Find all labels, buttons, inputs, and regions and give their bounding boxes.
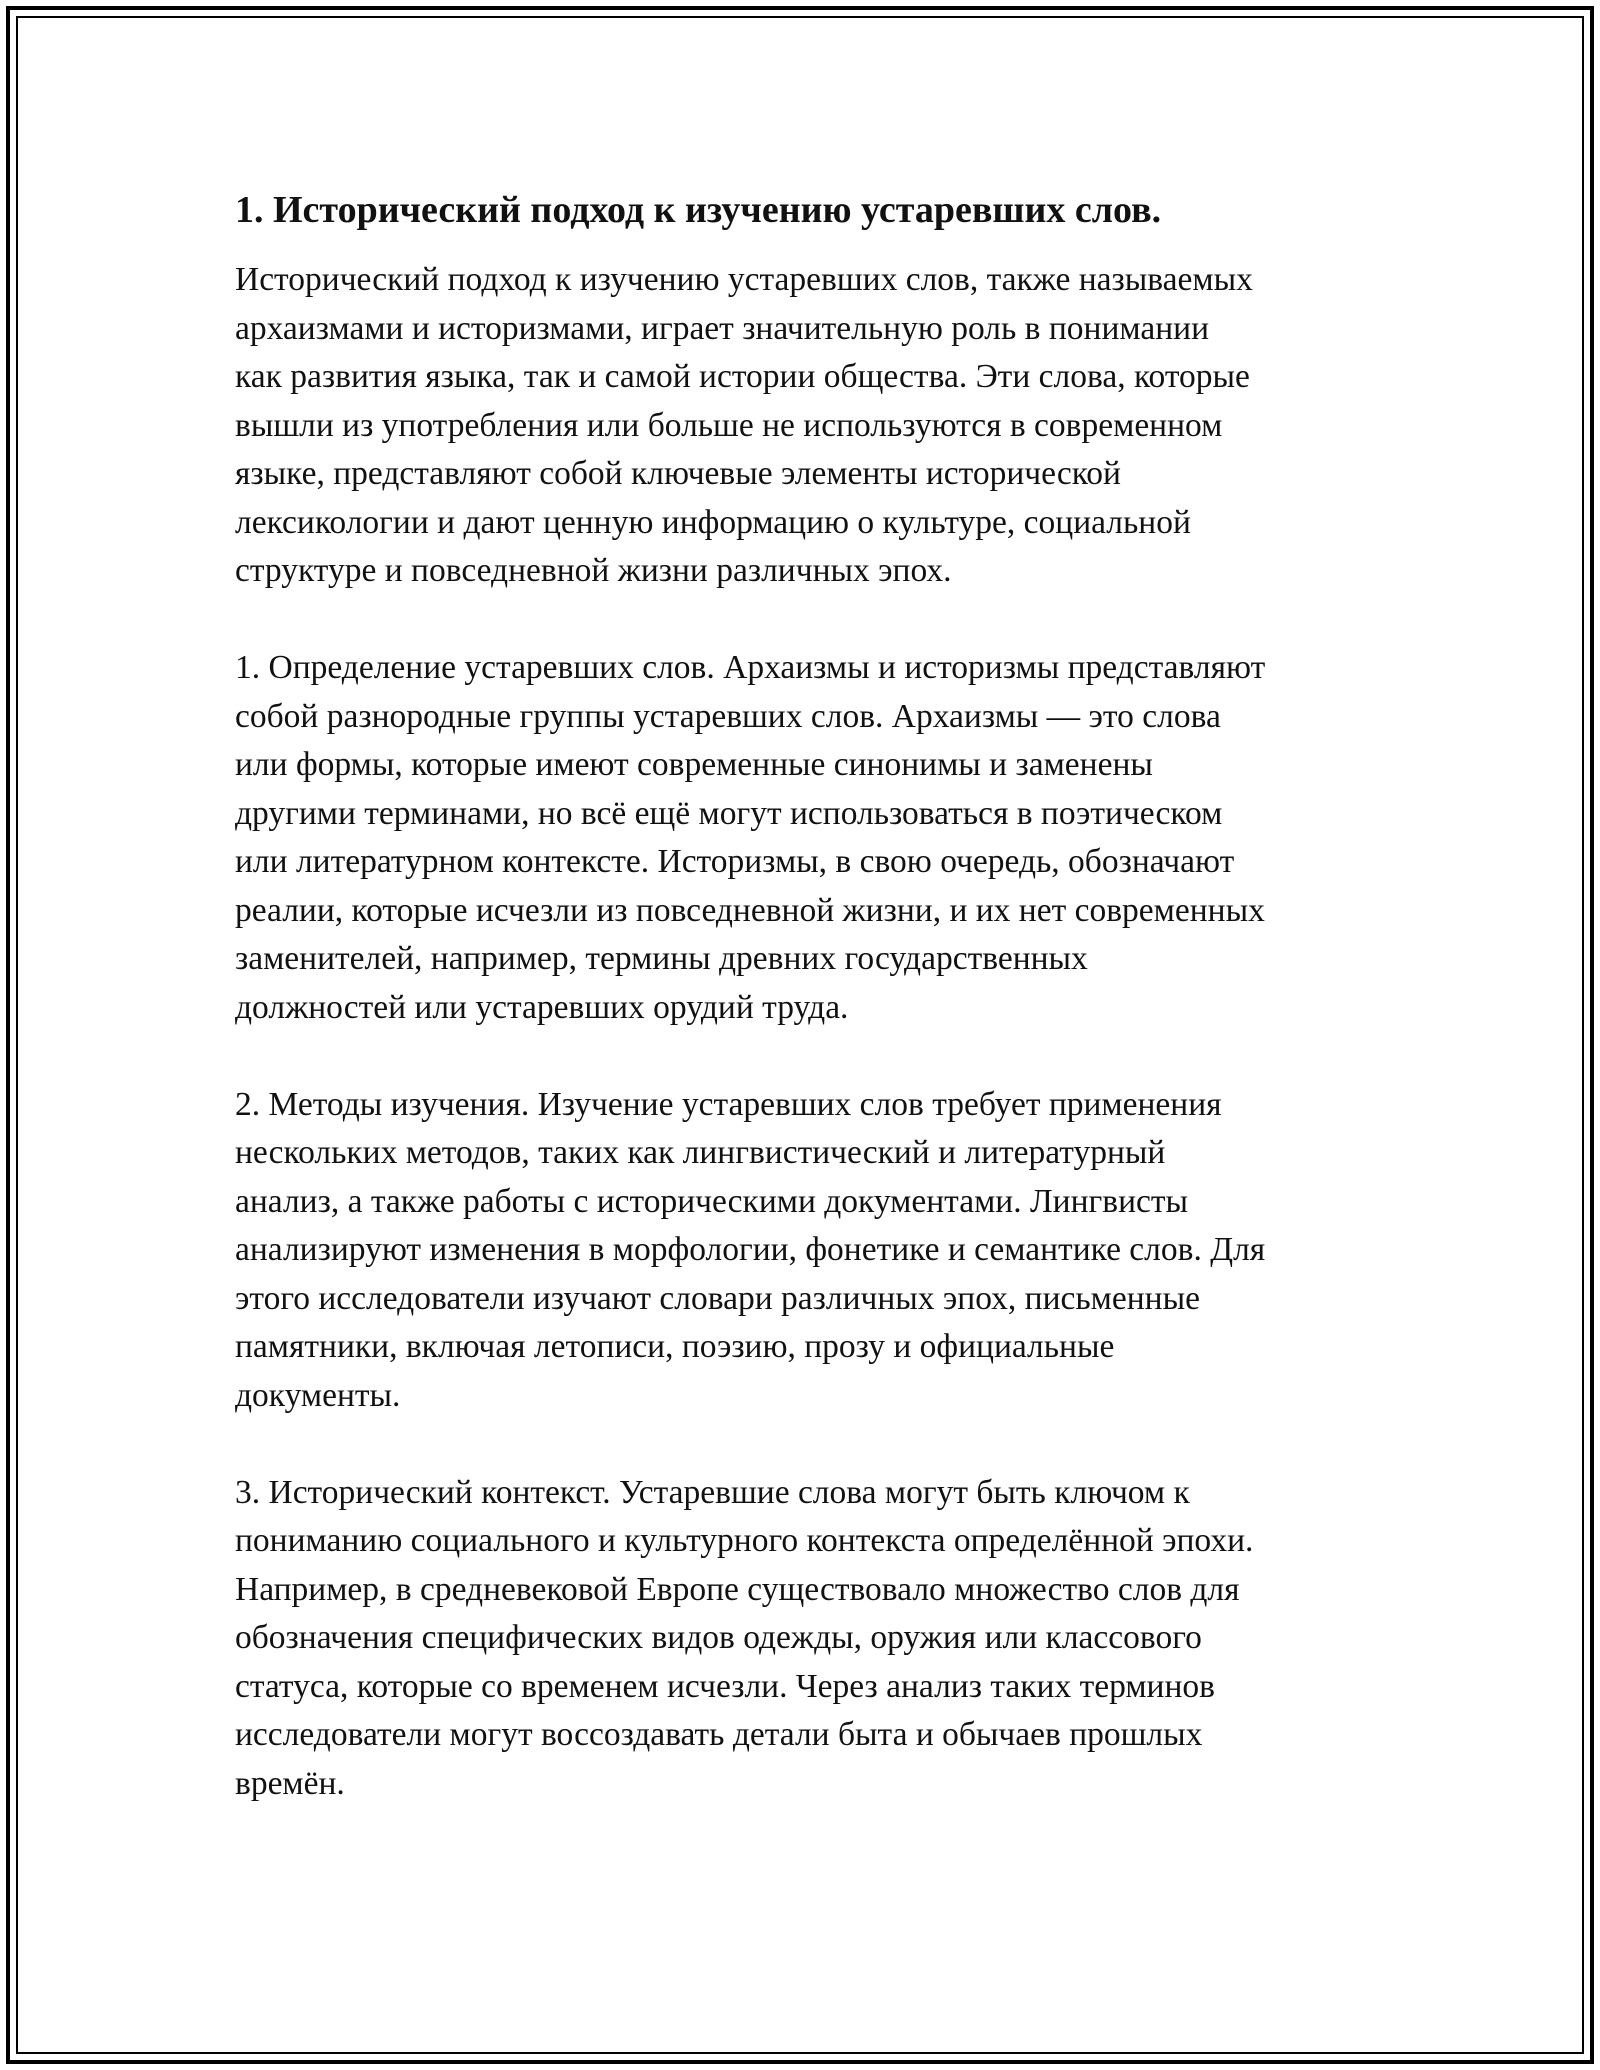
text-line: нескольких методов, таких как лингвистический и литературный (235, 1134, 1166, 1171)
paragraph-methods (235, 1081, 1405, 1421)
text-line: архаизмами и историзмами, играет значительную роль в понимании (235, 309, 1210, 347)
text-line: должностей или устаревших орудий труда. (235, 988, 849, 1026)
text-line: обозначения специфических видов одежды, оружия или классового (235, 1619, 1202, 1656)
section-heading: 1. Исторический подход к изучению устаревших слов. (235, 189, 1162, 231)
text-line: другими терминами, но всё ещё могут использоваться в поэтическом (235, 794, 1223, 832)
text-line: 3. Исторический контекст. Устаревшие слова могут быть ключом к (235, 1473, 1190, 1511)
document-body (235, 186, 1405, 1857)
text-line: 1. Определение устаревших слов. Архаизмы и историзмы представляют (235, 649, 1266, 686)
text-line: памятники, включая летописи, поэзию, прозу и официальные (235, 1328, 1115, 1365)
text-line: собой разнородные группы устаревших слов. Архаизмы — это слова (235, 697, 1221, 735)
paragraph-intro (235, 256, 1405, 596)
text-line: языке, представляют собой ключевые элементы исторической (235, 455, 1121, 492)
text-line: лексикологии и дают ценную информацию о культуре, социальной (235, 503, 1191, 541)
text-line: заменителей, например, термины древних государственных (235, 940, 1088, 977)
text-line: структуре и повседневной жизни различных эпох. (235, 552, 952, 589)
text-line: или литературном контексте. Историзмы, в свою очередь, обозначают (235, 843, 1235, 880)
text-line: анализируют изменения в морфологии, фонетике и семантике слов. Для (235, 1231, 1266, 1268)
text-line: Исторический подход к изучению устаревших слов, также называемых (235, 261, 1253, 298)
text-line: статуса, которые со временем исчезли. Через анализ таких терминов (235, 1667, 1215, 1705)
text-line: вышли из употребления или больше не используются в современном (235, 406, 1223, 444)
text-line: этого исследователи изучают словари различных эпох, письменные (235, 1279, 1200, 1317)
text-line: 2. Методы изучения. Изучение устаревших слов требует применения (235, 1085, 1222, 1123)
text-line: пониманию социального и культурного контекста определённой эпохи. (235, 1522, 1254, 1559)
paragraph-definition (235, 644, 1405, 1032)
paragraph-context (235, 1469, 1405, 1809)
text-line: времён. (235, 1764, 345, 1802)
text-line: документы. (235, 1376, 401, 1414)
text-line: как развития языка, так и самой истории общества. Эти слова, которые (235, 358, 1250, 395)
text-line: анализ, а также работы с историческими документами. Лингвисты (235, 1182, 1189, 1220)
text-line: Например, в средневековой Европе существовало множество слов для (235, 1570, 1240, 1608)
text-line: или формы, которые имеют современные синонимы и заменены (235, 746, 1153, 783)
text-line: исследователи могут воссоздавать детали быта и обычаев прошлых (235, 1716, 1203, 1753)
text-line: реалии, которые исчезли из повседневной жизни, и их нет современных (235, 891, 1265, 929)
